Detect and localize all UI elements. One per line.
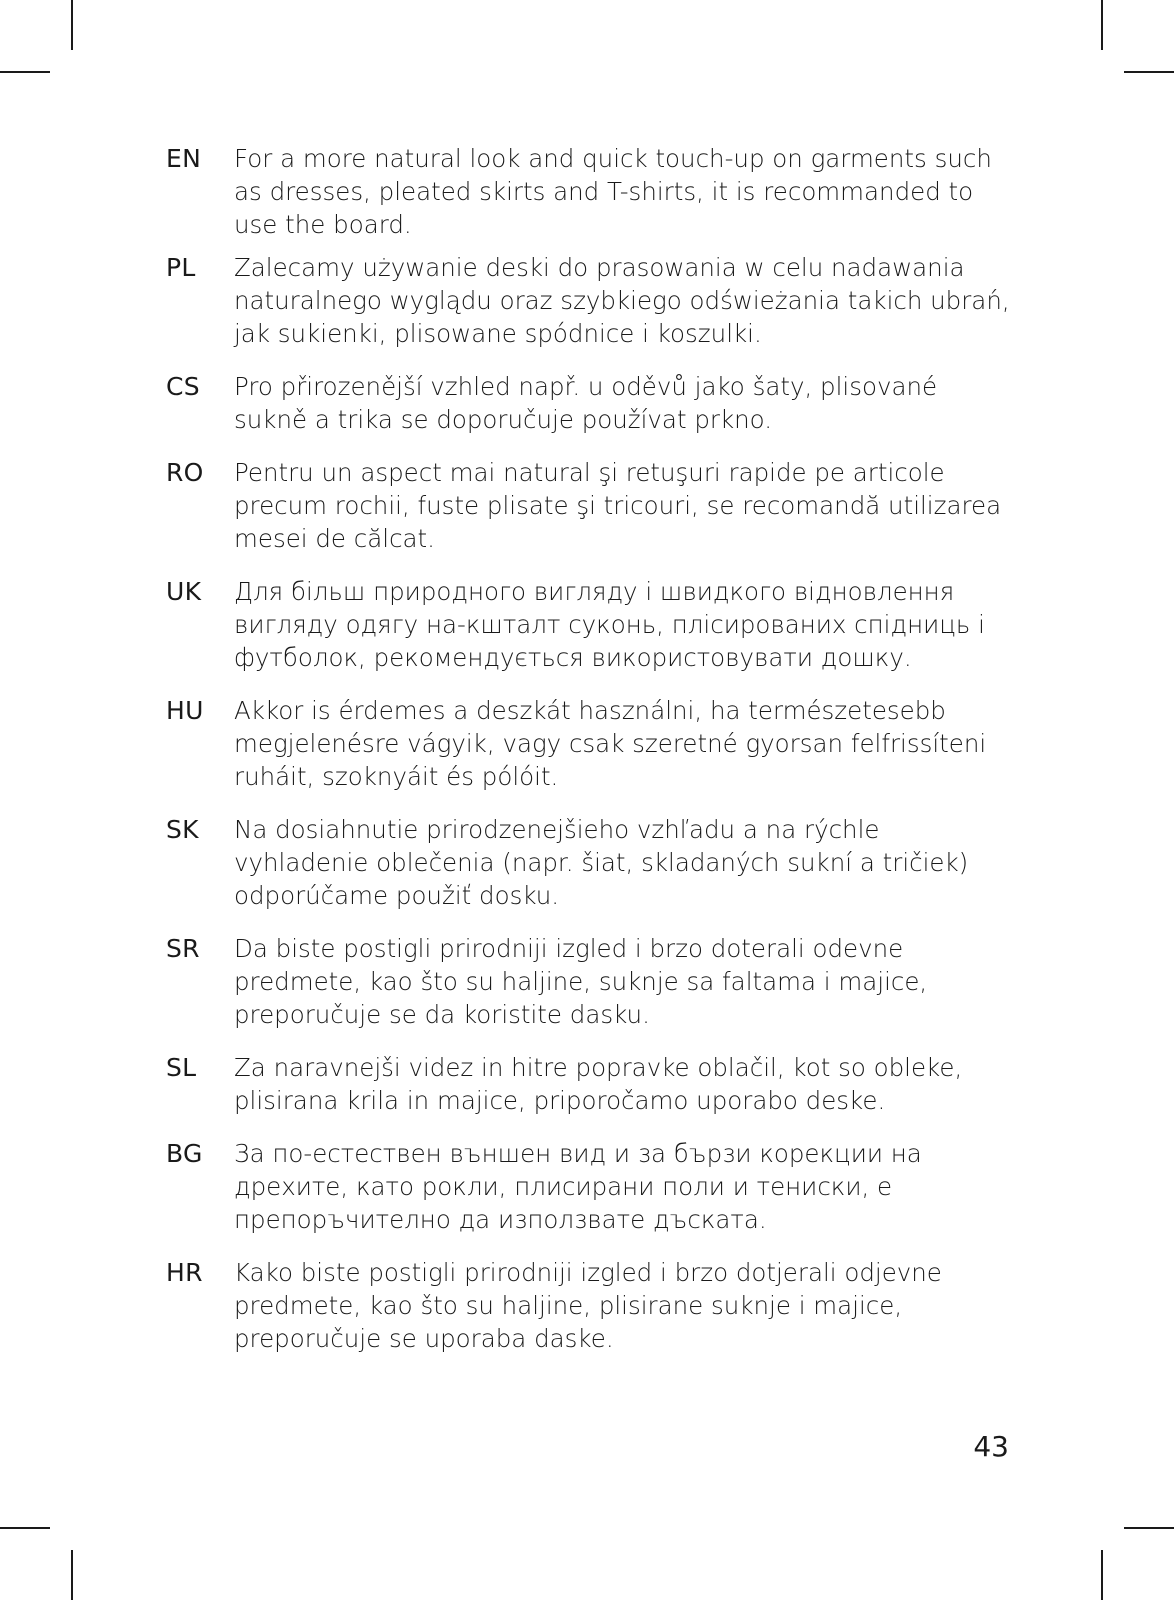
language-code: SK [166, 815, 199, 844]
entry-sr [166, 932, 1016, 1031]
instruction-text: Kako biste postigli prirodniji izgled i brzo dotjerali odjevne predmete, kao što su haljine, plisirane suknje i majice, preporučuje se uporaba daske. [234, 1258, 942, 1353]
instruction-text: Na dosiahnutie prirodzenejšieho vzhľadu a na rýchle vyhladenie oblečenia (napr. šiat, skladaných sukní a tričiek) odporúčame použiť dosku. [234, 815, 969, 910]
crop-mark-bottom-left-vertical [71, 1550, 73, 1600]
instruction-text: Pro přirozenější vzhled např. u oděvů jako šaty, plisované sukně a trika se doporučuje používat prkno. [234, 372, 938, 434]
instruction-text: Da biste postigli prirodniji izgled i brzo doterali odevne predmete, kao što su haljine, suknje sa faltama i majice, preporučuje se da koristite dasku. [234, 934, 928, 1029]
language-code: HR [166, 1258, 203, 1287]
language-code: EN [166, 144, 202, 173]
language-code: HU [166, 696, 204, 725]
language-code: BG [166, 1139, 203, 1168]
entry-hr [166, 1256, 1016, 1355]
language-code: UK [166, 577, 202, 606]
language-entries [166, 142, 1016, 1355]
language-code: SL [166, 1053, 197, 1082]
instruction-text: For a more natural look and quick touch-up on garments such as dresses, pleated skirts and T-shirts, it is recommanded to use the board. [234, 144, 992, 239]
crop-mark-bottom-left-horizontal [0, 1527, 50, 1529]
language-code: RO [166, 458, 204, 487]
crop-mark-top-left-vertical [71, 0, 73, 50]
crop-mark-top-right-horizontal [1124, 71, 1174, 73]
crop-mark-top-left-horizontal [0, 71, 50, 73]
instruction-text: Zalecamy używanie deski do prasowania w celu nadawania naturalnego wyglądu oraz szybkiego odświeżania takich ubrań, jak sukienki, plisowane spódnice i koszulki. [234, 253, 1010, 348]
entry-uk [166, 575, 1016, 674]
instruction-text: Akkor is érdemes a deszkát használni, ha természetesebb megjelenésre vágyik, vagy csak szeretné gyorsan felfrissíteni ruháit, szoknyáit és pólóit. [234, 696, 987, 791]
language-code: SR [166, 934, 200, 963]
entry-pl [166, 251, 1016, 350]
instruction-text: Pentru un aspect mai natural şi retuşuri rapide pe articole precum rochii, fuste plisate şi tricouri, se recomandă utilizarea mesei de călcat. [234, 458, 1002, 553]
entry-hu [166, 694, 1016, 793]
crop-mark-bottom-right-vertical [1101, 1550, 1103, 1600]
instruction-text: За по-естествен външен вид и за бързи корекции на дрехите, като рокли, плисирани поли и тениски, е препоръчително да използвате дъската. [234, 1139, 922, 1234]
entry-cs [166, 370, 1016, 436]
crop-mark-top-right-vertical [1101, 0, 1103, 50]
instruction-text: Для більш природного вигляду і швидкого відновлення вигляду одягу на-кшталт суконь, плісированих спідниць і футболок, рекомендується використовувати дошку. [234, 577, 985, 672]
entry-ro [166, 456, 1016, 555]
language-code: CS [166, 372, 200, 401]
entry-sk [166, 813, 1016, 912]
entry-bg [166, 1137, 1016, 1236]
language-code: PL [166, 253, 196, 282]
crop-mark-bottom-right-horizontal [1124, 1527, 1174, 1529]
page-number: 43 [973, 1430, 1009, 1463]
instruction-text: Za naravnejši videz in hitre popravke oblačil, kot so obleke, plisirana krila in majice, priporočamo uporabo deske. [234, 1053, 963, 1115]
entry-sl [166, 1051, 1016, 1117]
entry-en [166, 142, 1016, 241]
